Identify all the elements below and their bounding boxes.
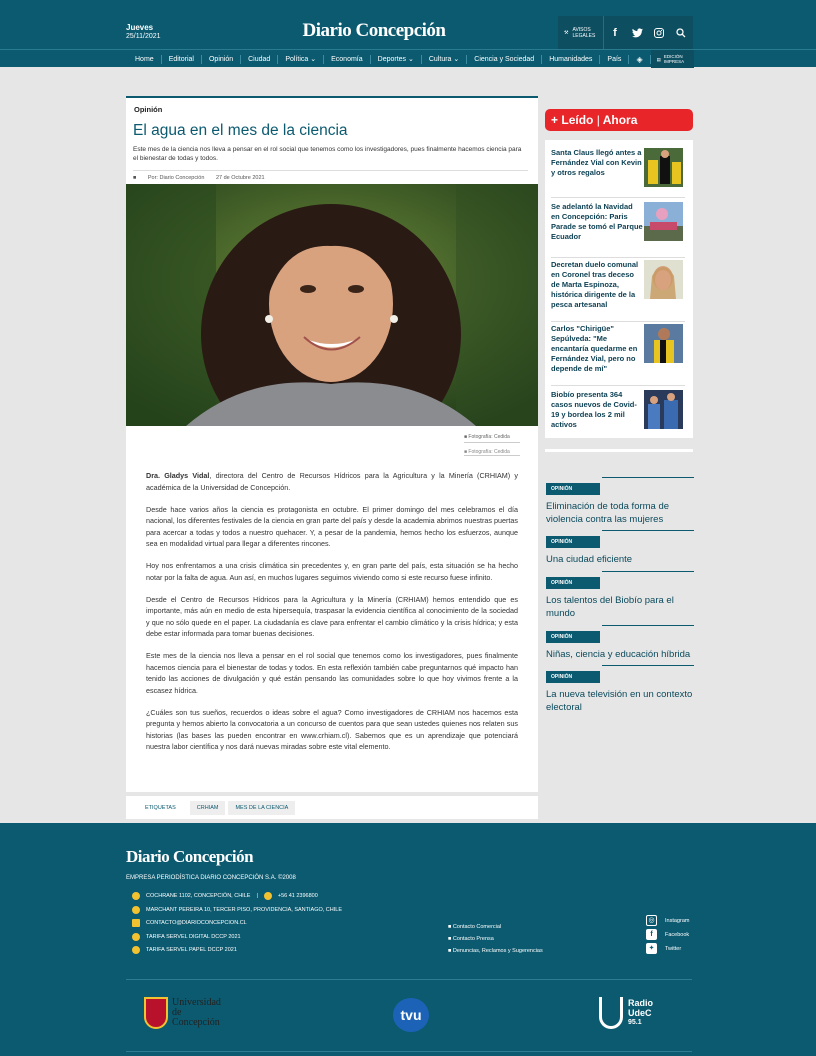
radio-udec-icon	[599, 997, 623, 1029]
footer-facebook[interactable]	[646, 929, 689, 940]
tarifa-1-text: TARIFA SERVEL DIGITAL DCCP 2021	[146, 934, 241, 940]
nav-humanidades[interactable]: Humanidades	[542, 55, 600, 64]
photo-credit-secondary: ■ Fotografía: Cedida	[464, 449, 520, 456]
list-item-thumbnail	[644, 324, 683, 363]
avisos-legales-button[interactable]	[558, 16, 604, 49]
opinion-item[interactable]	[546, 571, 694, 620]
opinion-badge: OPINIÓN	[546, 671, 600, 683]
facebook-icon[interactable]: f	[613, 26, 617, 39]
opinion-rule	[602, 477, 694, 478]
separator: |	[256, 893, 258, 899]
facebook-label: Facebook	[665, 931, 690, 938]
most-read-list	[545, 140, 693, 438]
paragraph-1-text: , directora del Centro de Recursos Hídricos para la Agricultura y la Minería (CRHIAM) y académica de la Universidad de Concepción.	[146, 471, 518, 492]
article-meta	[133, 170, 528, 181]
instagram-label: Instagram	[665, 917, 690, 924]
location-icon	[132, 906, 140, 914]
opinion-badge: OPINIÓN	[546, 536, 600, 548]
radio-udec-text	[628, 998, 653, 1028]
list-item-thumbnail	[644, 148, 683, 187]
opinion-rule	[602, 625, 694, 626]
nav-home[interactable]: Home	[128, 55, 162, 64]
opinion-title: La nueva televisión en un contexto electoral	[546, 689, 693, 713]
footer-address-1	[132, 892, 318, 900]
footer-link[interactable]: ■ Contacto Comercial	[448, 924, 502, 930]
paragraph-5: Este mes de la ciencia nos lleva a pensar en el rol social que tenemos como los investigadores, pues finalmente hacemos ciencia para el bienestar de todas y todos. En esta reflexión también cabe preguntarnos qué impacto han tenido las acciones de divulgación y qué están pensando las comunidades sobre lo que hoy vivimos frente a la escasez hídrica.	[146, 651, 518, 695]
footer-instagram[interactable]	[646, 915, 689, 926]
tag-crhiam[interactable]: CRHIAM	[190, 801, 226, 815]
leido-ahora-header[interactable]	[545, 109, 693, 131]
footer-logo[interactable]: Diario Concepción	[126, 847, 254, 866]
chevron-down-icon: ⌄	[453, 55, 460, 63]
footer-link[interactable]: ■ Contacto Prensa	[448, 936, 494, 942]
footer-email[interactable]	[132, 919, 247, 927]
footer-tarifa-digital[interactable]	[132, 933, 241, 941]
opinion-rule	[602, 571, 694, 572]
instagram-icon[interactable]	[648, 16, 670, 49]
list-item-thumbnail	[644, 202, 683, 241]
site-footer	[0, 823, 816, 1056]
phone-icon	[264, 892, 272, 900]
footer-link-label: Contacto Comercial	[452, 924, 502, 930]
list-item-thumbnail	[644, 260, 683, 299]
nav-politica[interactable]	[278, 55, 324, 64]
photo-credit-text: Fotografía: Cedida	[468, 434, 510, 440]
opinion-title: Niñas, ciencia y educación híbrida	[546, 649, 691, 660]
radio-udec-logo[interactable]	[599, 997, 653, 1029]
address-1-text: COCHRANE 1102, CONCEPCIÓN, CHILE	[146, 893, 251, 899]
nav-editorial[interactable]: Editorial	[162, 55, 202, 64]
article-author: Por: Diario Concepción	[147, 175, 205, 181]
twitter-label: Twitter	[665, 945, 682, 952]
gavel-icon: ⚒	[564, 29, 569, 36]
info-icon	[132, 933, 140, 941]
chevron-down-icon: ⌄	[408, 55, 414, 63]
chevron-down-icon: ⌄	[310, 55, 317, 63]
opinion-badge: OPINIÓN	[546, 631, 600, 643]
ahora-label: Ahora	[602, 113, 638, 127]
tags-bar	[126, 796, 538, 819]
author-name: Dra. Gladys Vidal	[146, 471, 210, 480]
opinion-item[interactable]	[546, 530, 694, 566]
leido-separator: |	[596, 113, 600, 127]
list-item[interactable]	[551, 258, 685, 322]
opinion-title: Eliminación de toda forma de violencia contra las mujeres	[546, 501, 670, 525]
list-item-title: Biobío presenta 364 casos nuevos de Covid-19 y bordea los 2 mil activos	[551, 390, 637, 429]
nav-politica-label: Política	[285, 55, 309, 63]
footer-twitter[interactable]	[646, 943, 681, 954]
mail-icon	[132, 919, 140, 927]
footer-bottom-divider	[126, 1051, 692, 1052]
paragraph-1	[146, 470, 518, 493]
opinion-title: Los talentos del Biobío para el mundo	[546, 595, 674, 619]
site-logo[interactable]: Diario Concepción	[302, 20, 446, 41]
bullet-icon: ■	[133, 175, 137, 181]
facebook-icon: f	[646, 929, 657, 940]
opinion-item[interactable]	[546, 477, 694, 526]
footer-link-label: Denuncias, Reclamos y Sugerencias	[452, 948, 543, 954]
paragraph-3: Hoy nos enfrentamos a una crisis climática sin precedentes y, en gran parte del país, esta situación se ha hecho notar por la falta de agua. Aun así, en muchos lugares seguimos viviendo como si este recurso fuese infinito.	[146, 561, 518, 582]
search-icon[interactable]	[670, 16, 692, 49]
footer-link[interactable]: ■ Denuncias, Reclamos y Sugerencias	[448, 948, 543, 954]
list-item-title: Santa Claus llegó antes a Fernández Vial con Kevin y otros regalos	[551, 148, 642, 177]
opinion-title: Una ciudad eficiente	[546, 554, 633, 565]
opinion-badge: OPINIÓN	[546, 577, 600, 589]
udec-logo[interactable]	[144, 997, 228, 1029]
opinion-item[interactable]	[546, 625, 694, 661]
opinion-badge: OPINIÓN	[546, 483, 600, 495]
footer-tarifa-papel[interactable]	[132, 946, 237, 954]
article-body	[146, 470, 518, 763]
paragraph-6: ¿Cuáles son tus sueños, recuerdos o ideas sobre el agua? Como investigadores de CRHIAM nos hacemos esta pregunta y hemos abierto la convocatoria a un concurso de cuentos para que sean ustedes quienes nos relaten sus historias (las bases las pueden encontrar en www.crhiam.cl). Sabemos que es un aprendizaje que potenciará nuestra labor científica y nos dará nuevas miradas sobre este vital elemento.	[146, 707, 518, 751]
newspaper-icon: ▤	[656, 56, 661, 62]
udec-shield-icon	[144, 997, 168, 1029]
article-card	[126, 96, 538, 792]
list-item-thumbnail	[644, 390, 683, 429]
avisos-label: AVISOS LEGALES	[572, 26, 596, 39]
sidebar-divider	[545, 449, 693, 452]
nav-deportes[interactable]	[371, 55, 422, 64]
email-text: CONTACTO@DIARIOCONCEPCION.CL	[146, 920, 247, 926]
footer-address-2	[132, 906, 342, 914]
leido-label: Leído	[561, 113, 594, 127]
instagram-icon: ◎	[646, 915, 657, 926]
footer-link-label: Contacto Prensa	[452, 936, 494, 942]
current-date	[126, 24, 161, 41]
opinion-rule	[602, 530, 694, 531]
leido-plus: +	[551, 113, 559, 127]
paragraph-4: Desde el Centro de Recursos Hídricos para la Agricultura y la Minería (CRHIAM) hemos entendido que es importante, más aún en medio de esta hipersequía, traspasar la evidencia científica al conocimiento de la sociedad y que no sólo quede en el paper. La ciudadanía es clave para enfrentar el cambio climático y la crisis hídrica; y esta debe estar informada para tomar buenas decisiones.	[146, 594, 518, 638]
nav-cultura-label: Cultura	[428, 55, 452, 63]
article-lead: Este mes de la ciencia nos lleva a pensar en el rol social que tenemos como los investigadores, pues finalmente hacemos ciencia para el bienestar de todas y todos.	[133, 146, 522, 162]
date-label: 25/11/2021	[126, 33, 161, 40]
info-icon	[132, 946, 140, 954]
list-item[interactable]	[551, 386, 685, 436]
nav-economia[interactable]: Economía	[324, 55, 371, 64]
top-stripe	[0, 0, 816, 16]
edicion-label: EDICIÓN IMPRESA	[663, 54, 685, 64]
day-label: Jueves	[126, 23, 154, 32]
list-item-title: Decretan duelo comunal en Coronel tras deceso de Marta Espinoza, histórica dirigente de la pesca artesanal	[551, 260, 639, 309]
radio-label: Radio	[628, 998, 654, 1008]
photo-credit-text-2: Fotografía: Cedida	[468, 449, 510, 455]
udec-label-radio: UdeC	[628, 1008, 652, 1018]
nav-deportes-label: Deportes	[377, 55, 407, 63]
twitter-icon: ✦	[646, 943, 657, 954]
edicion-impresa-button[interactable]	[651, 50, 694, 68]
list-item-title: Se adelantó la Navidad en Concepción: Paris Parade se tomó el Parque Ecuador	[551, 202, 643, 241]
nav-opinion[interactable]: Opinión	[202, 55, 241, 64]
opinion-item[interactable]	[546, 665, 694, 714]
frequency-label: 95.1	[628, 1019, 642, 1026]
podcast-icon[interactable]: ◈	[629, 55, 650, 64]
list-item-title: Carlos "Chirigüe" Sepúlveda: "Me encantaría quedarme en Fernández Vial, pero no depende de mí"	[551, 324, 638, 373]
nav-ciencia[interactable]: Ciencia y Sociedad	[467, 55, 542, 64]
article-photo	[126, 184, 538, 426]
address-2-text: MARCHANT PEREIRA 10, TERCER PISO, PROVIDENCIA, SANTIAGO, CHILE	[146, 907, 343, 913]
tags-label: ETIQUETAS	[145, 804, 176, 811]
list-item[interactable]	[551, 202, 685, 258]
opinion-rule	[602, 665, 694, 666]
twitter-icon[interactable]	[626, 16, 648, 49]
article-date: 27 de Octubre 2021	[215, 175, 265, 181]
list-item[interactable]	[551, 322, 685, 386]
main-nav	[0, 49, 816, 67]
site-header	[0, 16, 816, 49]
nav-pais[interactable]: País	[600, 55, 629, 64]
section-label[interactable]: Opinión	[134, 105, 163, 114]
paragraph-2: Desde hace varios años la ciencia es protagonista en octubre. El primer domingo del mes celebramos el día nacional, los diferentes festivales de la ciencia en gran parte del país y desde la academia abrimos nuestras puertas para acercar a todas y todos a nuestro quehacer. Y, a pesar de la pandemia, hemos hecho los esfuerzos, aunque sea en modalidad virtual para llegar a diferentes rincones.	[146, 504, 518, 548]
nav-ciudad[interactable]: Ciudad	[241, 55, 278, 64]
phone-text[interactable]: +56 41 2396800	[277, 893, 318, 899]
article-title: El agua en el mes de la ciencia	[133, 122, 348, 139]
list-item[interactable]	[551, 148, 685, 198]
tvu-logo[interactable]: tvu	[393, 998, 429, 1032]
footer-divider	[126, 979, 692, 980]
footer-company: EMPRESA PERIODÍSTICA DIARIO CONCEPCIÓN S.A. ©2008	[126, 875, 296, 881]
udec-label: Universidad de Concepción	[172, 997, 221, 1028]
nav-cultura[interactable]	[422, 55, 467, 64]
tarifa-2-text: TARIFA SERVEL PAPEL DCCP 2021	[146, 947, 237, 953]
header-actions	[558, 16, 693, 49]
tag-mes-de-la-ciencia[interactable]: MES DE LA CIENCIA	[228, 801, 295, 815]
photo-credit: ■ Fotografía: Cedida	[464, 434, 520, 443]
location-icon	[132, 892, 140, 900]
